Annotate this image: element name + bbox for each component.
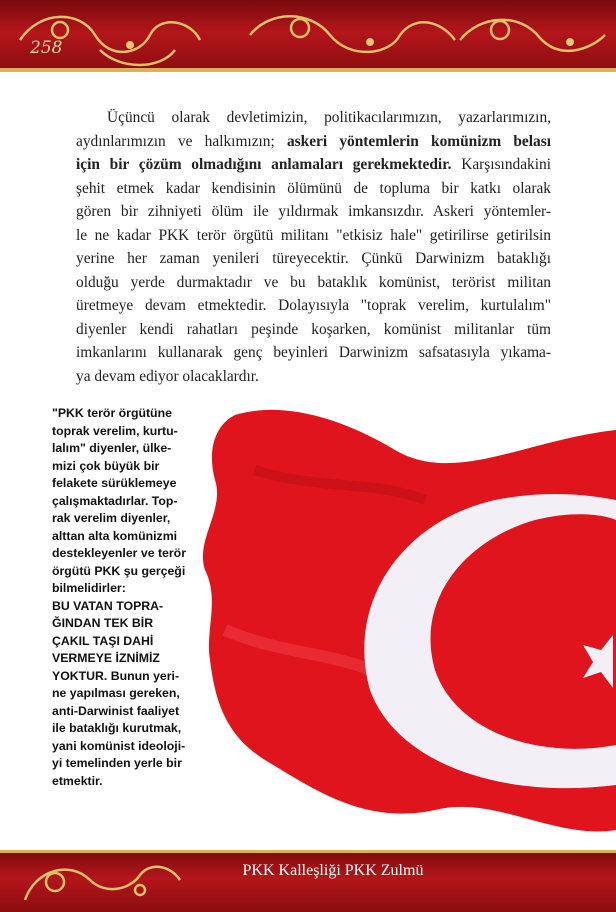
text-line: [76, 365, 551, 389]
sidebar-line: örgütü PKK şu gerçeği: [52, 563, 186, 578]
book-title: PKK Kalleşliği PKK Zulmü: [242, 862, 424, 879]
sidebar-line: felakete sürüklemeye: [52, 476, 177, 490]
sidebar-line: bilmelidirler:: [52, 581, 126, 595]
sidebar-line: BU VATAN TOPRA-: [52, 598, 164, 613]
body-paragraph: [76, 106, 551, 388]
text-segment: gören bir zihniyeti ölüm ile yıldırmak imkansızdır. Askeri yöntemler-: [76, 203, 551, 220]
text-line: [76, 341, 551, 365]
text-line: [76, 153, 551, 177]
page-number: 258: [30, 38, 63, 58]
text-segment: Karşısındakini: [451, 156, 551, 173]
text-segment: yerine her zaman yenileri türeyecektir. Çünkü Darwinizm bataklığı: [76, 250, 551, 267]
text-line: [76, 200, 551, 224]
sidebar-line: alttan alta komünizmi: [52, 528, 178, 543]
sidebar-line: "PKK terör örgütüne: [52, 406, 172, 420]
text-line: [76, 224, 551, 248]
sidebar-line: yani komünist ideoloji-: [52, 738, 186, 753]
text-segment: diyenler kendi rahatları peşinde koşarken, komünist militanlar tüm: [76, 320, 551, 338]
text-segment: üretmeye devam etmektedir. Dolayısıyla "toprak verelim, kurtulalım": [76, 297, 551, 314]
sidebar-line: VERMEYE İZNİMİZ: [52, 651, 160, 665]
text-segment: le ne kadar PKK terör örgütü militanı "etkisiz hale" getirilirse getirilsin: [76, 226, 551, 244]
text-segment: olduğu yerde durmaktadır ve bu bataklık komünist, terörist militan: [76, 273, 551, 291]
text-segment: şehit etmek kadar kendisinin ölümünü de topluma bir katkı olarak: [76, 179, 551, 197]
sidebar-line: destekleyenler ve terör: [52, 546, 186, 560]
text-segment: Üçüncü olarak devletimizin, politikacılarımızın, yazarlarımızın,: [107, 109, 551, 126]
sidebar-line: mizi çok büyük bir: [52, 458, 160, 473]
gold-ornament-icon: [0, 850, 200, 912]
sidebar-line: lalım" diyenler, ülke-: [52, 441, 172, 455]
text-line: [76, 294, 551, 318]
text-line: [76, 106, 551, 130]
bold-text: askeri yöntemlerin komünizm belası: [286, 132, 551, 150]
sidebar-line: ÇAKIL TAŞI DAHİ: [52, 633, 154, 648]
sidebar-line: yi temelinden yerle bir: [52, 756, 182, 770]
sidebar-line: YOKTUR. Bunun yeri-: [52, 668, 180, 683]
gold-ornament-icon: [0, 0, 616, 72]
page-footer-band: [0, 850, 616, 912]
sidebar-line: ĞINDAN TEK BİR: [52, 616, 154, 630]
sidebar-line: anti-Darwinist faaliyet: [52, 703, 180, 718]
sidebar-quote: [52, 405, 202, 790]
sidebar-line: etmektir.: [52, 773, 103, 788]
text-line: [76, 247, 551, 271]
text-line: [76, 177, 551, 201]
text-line: [76, 130, 551, 154]
sidebar-line: çalışmaktadırlar. Top-: [52, 493, 178, 508]
bold-text: için bir çözüm olmadığını anlamaları gerekmektedir.: [76, 156, 452, 173]
turkish-flag-image: [195, 400, 616, 845]
sidebar-line: rak verelim diyenler,: [52, 511, 171, 525]
page-header-band: [0, 0, 616, 72]
sidebar-line: ne yapılması gereken,: [52, 686, 180, 700]
text-segment: imkanlarını kullanarak genç beyinleri Darwinizm safsatasıyla yıkama-: [76, 344, 551, 361]
text-segment: ya devam ediyor olacaklardır.: [76, 367, 259, 385]
text-segment: aydınlarımızın ve halkımızın;: [76, 132, 287, 150]
sidebar-line: ile bataklığı kurutmak,: [52, 721, 182, 735]
sidebar-line: toprak verelim, kurtu-: [52, 423, 178, 438]
text-line: [76, 318, 551, 342]
text-line: [76, 271, 551, 295]
